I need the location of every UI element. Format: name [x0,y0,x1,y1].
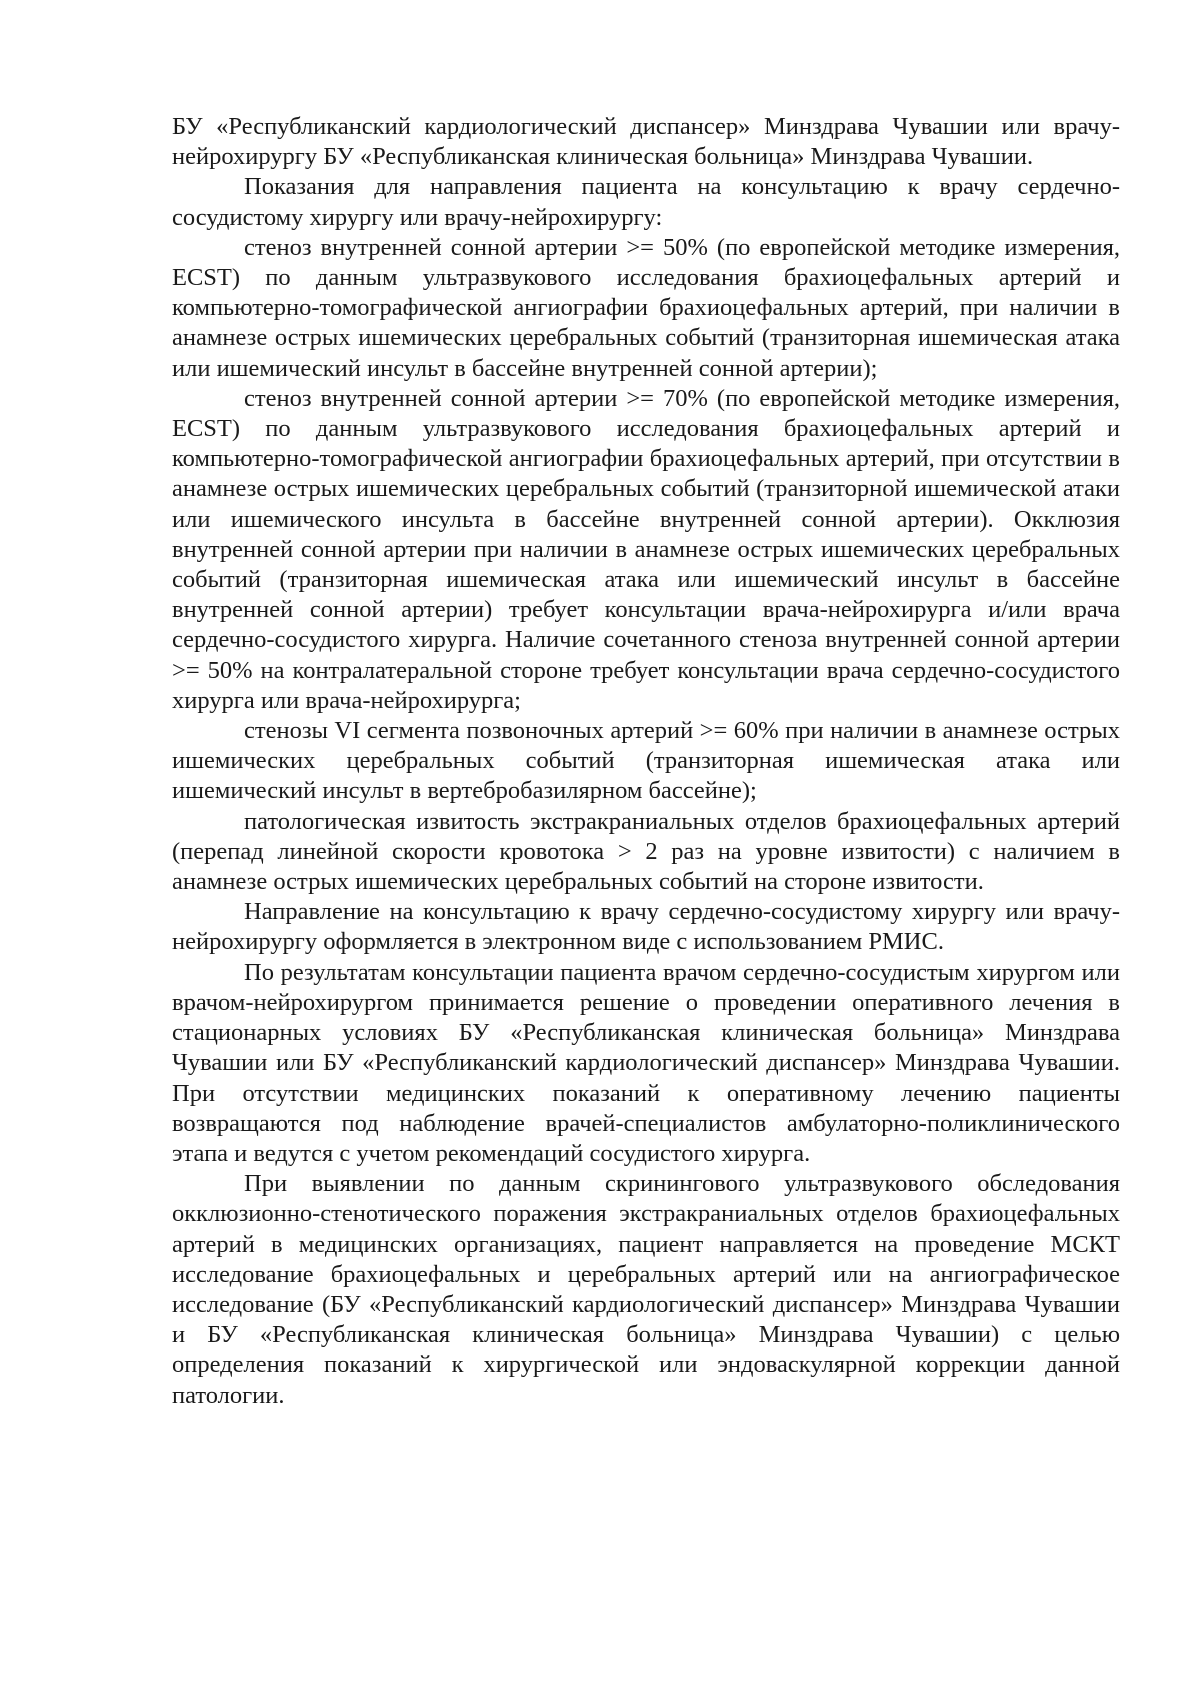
paragraph-stenosis-50: стеноз внутренней сонной артерии >= 50% (по европейской методике измерения, ECST) по данным ультразвукового исследования брахиоцефальных артерий и компьютерно-томографической ангиографии брахиоцефальных артерий, при наличии в анамнезе острых ишемических церебральных событий (транзиторная ишемическая атака или ишемический инсульт в бассейне внутренней сонной артерии); [172,233,1120,382]
document-page [172,112,1120,1411]
paragraph-vertebral-stenosis: стенозы VI сегмента позвоночных артерий >= 60% при наличии в анамнезе острых ишемических церебральных событий (транзиторная ишемическая атака или ишемический инсульт в вертебробазилярном бассейне); [172,717,1120,805]
paragraph-continuation: БУ «Республиканский кардиологический диспансер» Минздрава Чувашии или врачу-нейрохирургу БУ «Республиканская клиническая больница» Минздрава Чувашии. [172,113,1120,171]
paragraph-stenosis-70: стеноз внутренней сонной артерии >= 70% (по европейской методике измерения, ECST) по данным ультразвукового исследования брахиоцефальных артерий и компьютерно-томографической ангиографии брахиоцефальных артерий, при отсутствии в анамнезе острых ишемических церебральных событий (транзиторной ишемической атаки или ишемического инсульта в бассейне внутренней сонной артерии). Окклюзия внутренней сонной артерии при наличии в анамнезе острых ишемических церебральных событий (транзиторная ишемическая атака или ишемический инсульт в бассейне внутренней сонной артерии) требует консультации врача-нейрохирурга и/или врача сердечно-сосудистого хирурга. Наличие сочетанного стеноза внутренней сонной артерии >= 50% на контралатеральной стороне требует консультации врача сердечно-сосудистого хирурга или врача-нейрохирурга; [172,384,1120,714]
paragraph-indications-intro: Показания для направления пациента на консультацию к врачу сердечно-сосудистому хирургу или врачу-нейрохирургу: [172,173,1120,231]
paragraph-referral-rmis: Направление на консультацию к врачу сердечно-сосудистому хирургу или врачу-нейрохирургу оформляется в электронном виде с использованием РМИС. [172,898,1120,956]
paragraph-screening: При выявлении по данным скринингового ультразвукового обследования окклюзионно-стенотического поражения экстракраниальных отделов брахиоцефальных артерий в медицинских организациях, пациент направляется на проведение МСКТ исследование брахиоцефальных и церебральных артерий или на ангиографическое исследование (БУ «Республиканский кардиологический диспансер» Минздрава Чувашии и БУ «Республиканская клиническая больница» Минздрава Чувашии) с целью определения показаний к хирургической или эндоваскулярной коррекции данной патологии. [172,1170,1120,1409]
paragraph-consultation-results: По результатам консультации пациента врачом сердечно-сосудистым хирургом или врачом-нейрохирургом принимается решение о проведении оперативного лечения в стационарных условиях БУ «Республиканская клиническая больница» Минздрава Чувашии или БУ «Республиканский кардиологический диспансер» Минздрава Чувашии. При отсутствии медицинских показаний к оперативному лечению пациенты возвращаются под наблюдение врачей-специалистов амбулаторно-поликлинического этапа и ведутся с учетом рекомендаций сосудистого хирурга. [172,958,1120,1167]
paragraph-tortuosity: патологическая извитость экстракраниальных отделов брахиоцефальных артерий (перепад линейной скорости кровотока > 2 раз на уровне извитости) с наличием в анамнезе острых ишемических церебральных событий на стороне извитости. [172,807,1120,896]
